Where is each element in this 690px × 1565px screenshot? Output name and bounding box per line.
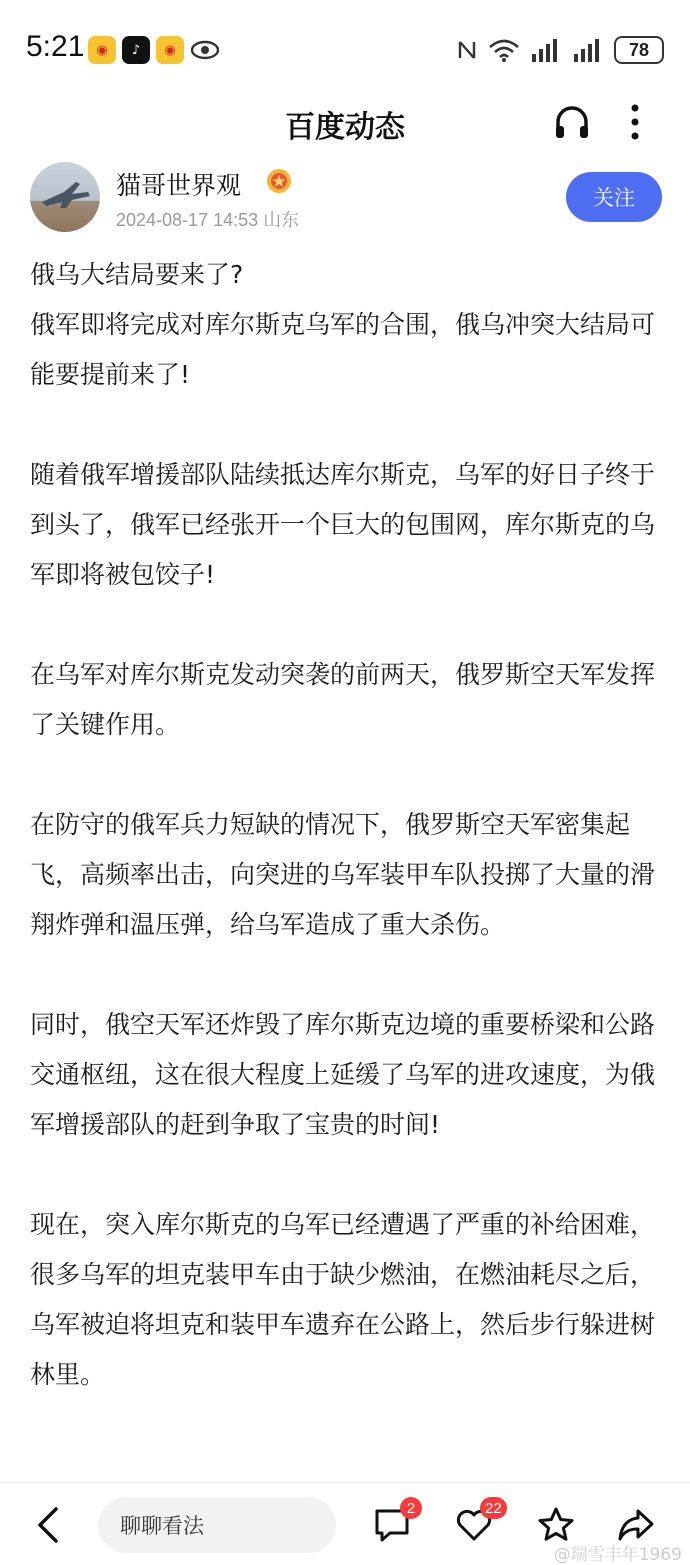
like-count-badge: 22 [480, 1497, 507, 1519]
post-meta: 2024-08-17 14:53 山东 [116, 210, 300, 230]
paragraph: 现在，突入库尔斯克的乌军已经遭遇了严重的补给困难，很多乌军的坦克装甲车由于缺少燃油，在燃油耗尽之后，乌军被迫将坦克和装甲车遗弃在公路上，然后步行躲进树林里。 [30, 1210, 656, 1389]
comment-count-badge: 2 [400, 1497, 422, 1519]
watermark: @瑞雪丰年1969 [553, 1545, 682, 1565]
paragraph: 在防守的俄军兵力短缺的情况下，俄罗斯空天军密集起飞，高频率出击，向突进的乌军装甲车队投掷了大量的滑翔炸弹和温压弹，给乌军造成了重大杀伤。 [30, 810, 656, 939]
battery-indicator: 78 [614, 36, 664, 64]
paragraph-line: 俄军即将完成对库尔斯克乌军的合围，俄乌冲突大结局可能要提前来了! [30, 310, 656, 389]
back-icon[interactable] [30, 1505, 66, 1545]
vip-badge-icon [266, 168, 292, 194]
status-app-icons [88, 36, 220, 64]
weibo-icon: ◉ [156, 36, 184, 64]
paragraph: 在乌军对库尔斯克发动突袭的前两天，俄罗斯空天军发挥了关键作用。 [30, 660, 656, 739]
status-bar [0, 0, 690, 100]
avatar[interactable] [30, 162, 100, 232]
paragraph-line: 俄乌大结局要来了? [30, 260, 244, 289]
paragraph: 同时，俄空天军还炸毁了库尔斯克边境的重要桥梁和公路交通枢纽，这在很大程度上延缓了乌军的进攻速度，为俄军增援部队的赶到争取了宝贵的时间! [30, 1010, 656, 1139]
author-row [0, 158, 690, 234]
signal-icon-2 [572, 38, 604, 62]
signal-icon [530, 38, 562, 62]
nfc-icon [456, 38, 478, 62]
wifi-icon [488, 38, 520, 62]
star-icon[interactable] [536, 1505, 576, 1545]
share-icon[interactable] [616, 1505, 656, 1545]
article-body [30, 250, 660, 1400]
weibo-icon: ◉ [88, 36, 116, 64]
app-header [0, 88, 690, 156]
status-right [456, 36, 664, 64]
paragraph [30, 250, 660, 400]
page-title: 百度动态 [285, 110, 405, 145]
headphone-icon[interactable] [552, 102, 592, 142]
tiktok-icon: ♪ [122, 36, 150, 64]
follow-button[interactable]: 关注 [566, 172, 662, 222]
author-name[interactable]: 猫哥世界观 [116, 171, 242, 200]
status-time: 5:21 [26, 30, 85, 63]
jet-icon [30, 162, 100, 232]
comment-input[interactable]: 聊聊看法 [98, 1497, 336, 1553]
more-icon[interactable] [620, 100, 650, 144]
eye-icon [190, 36, 220, 64]
paragraph: 随着俄军增援部队陆续抵达库尔斯克，乌军的好日子终于到头了，俄军已经张开一个巨大的包围网，库尔斯克的乌军即将被包饺子! [30, 460, 656, 589]
